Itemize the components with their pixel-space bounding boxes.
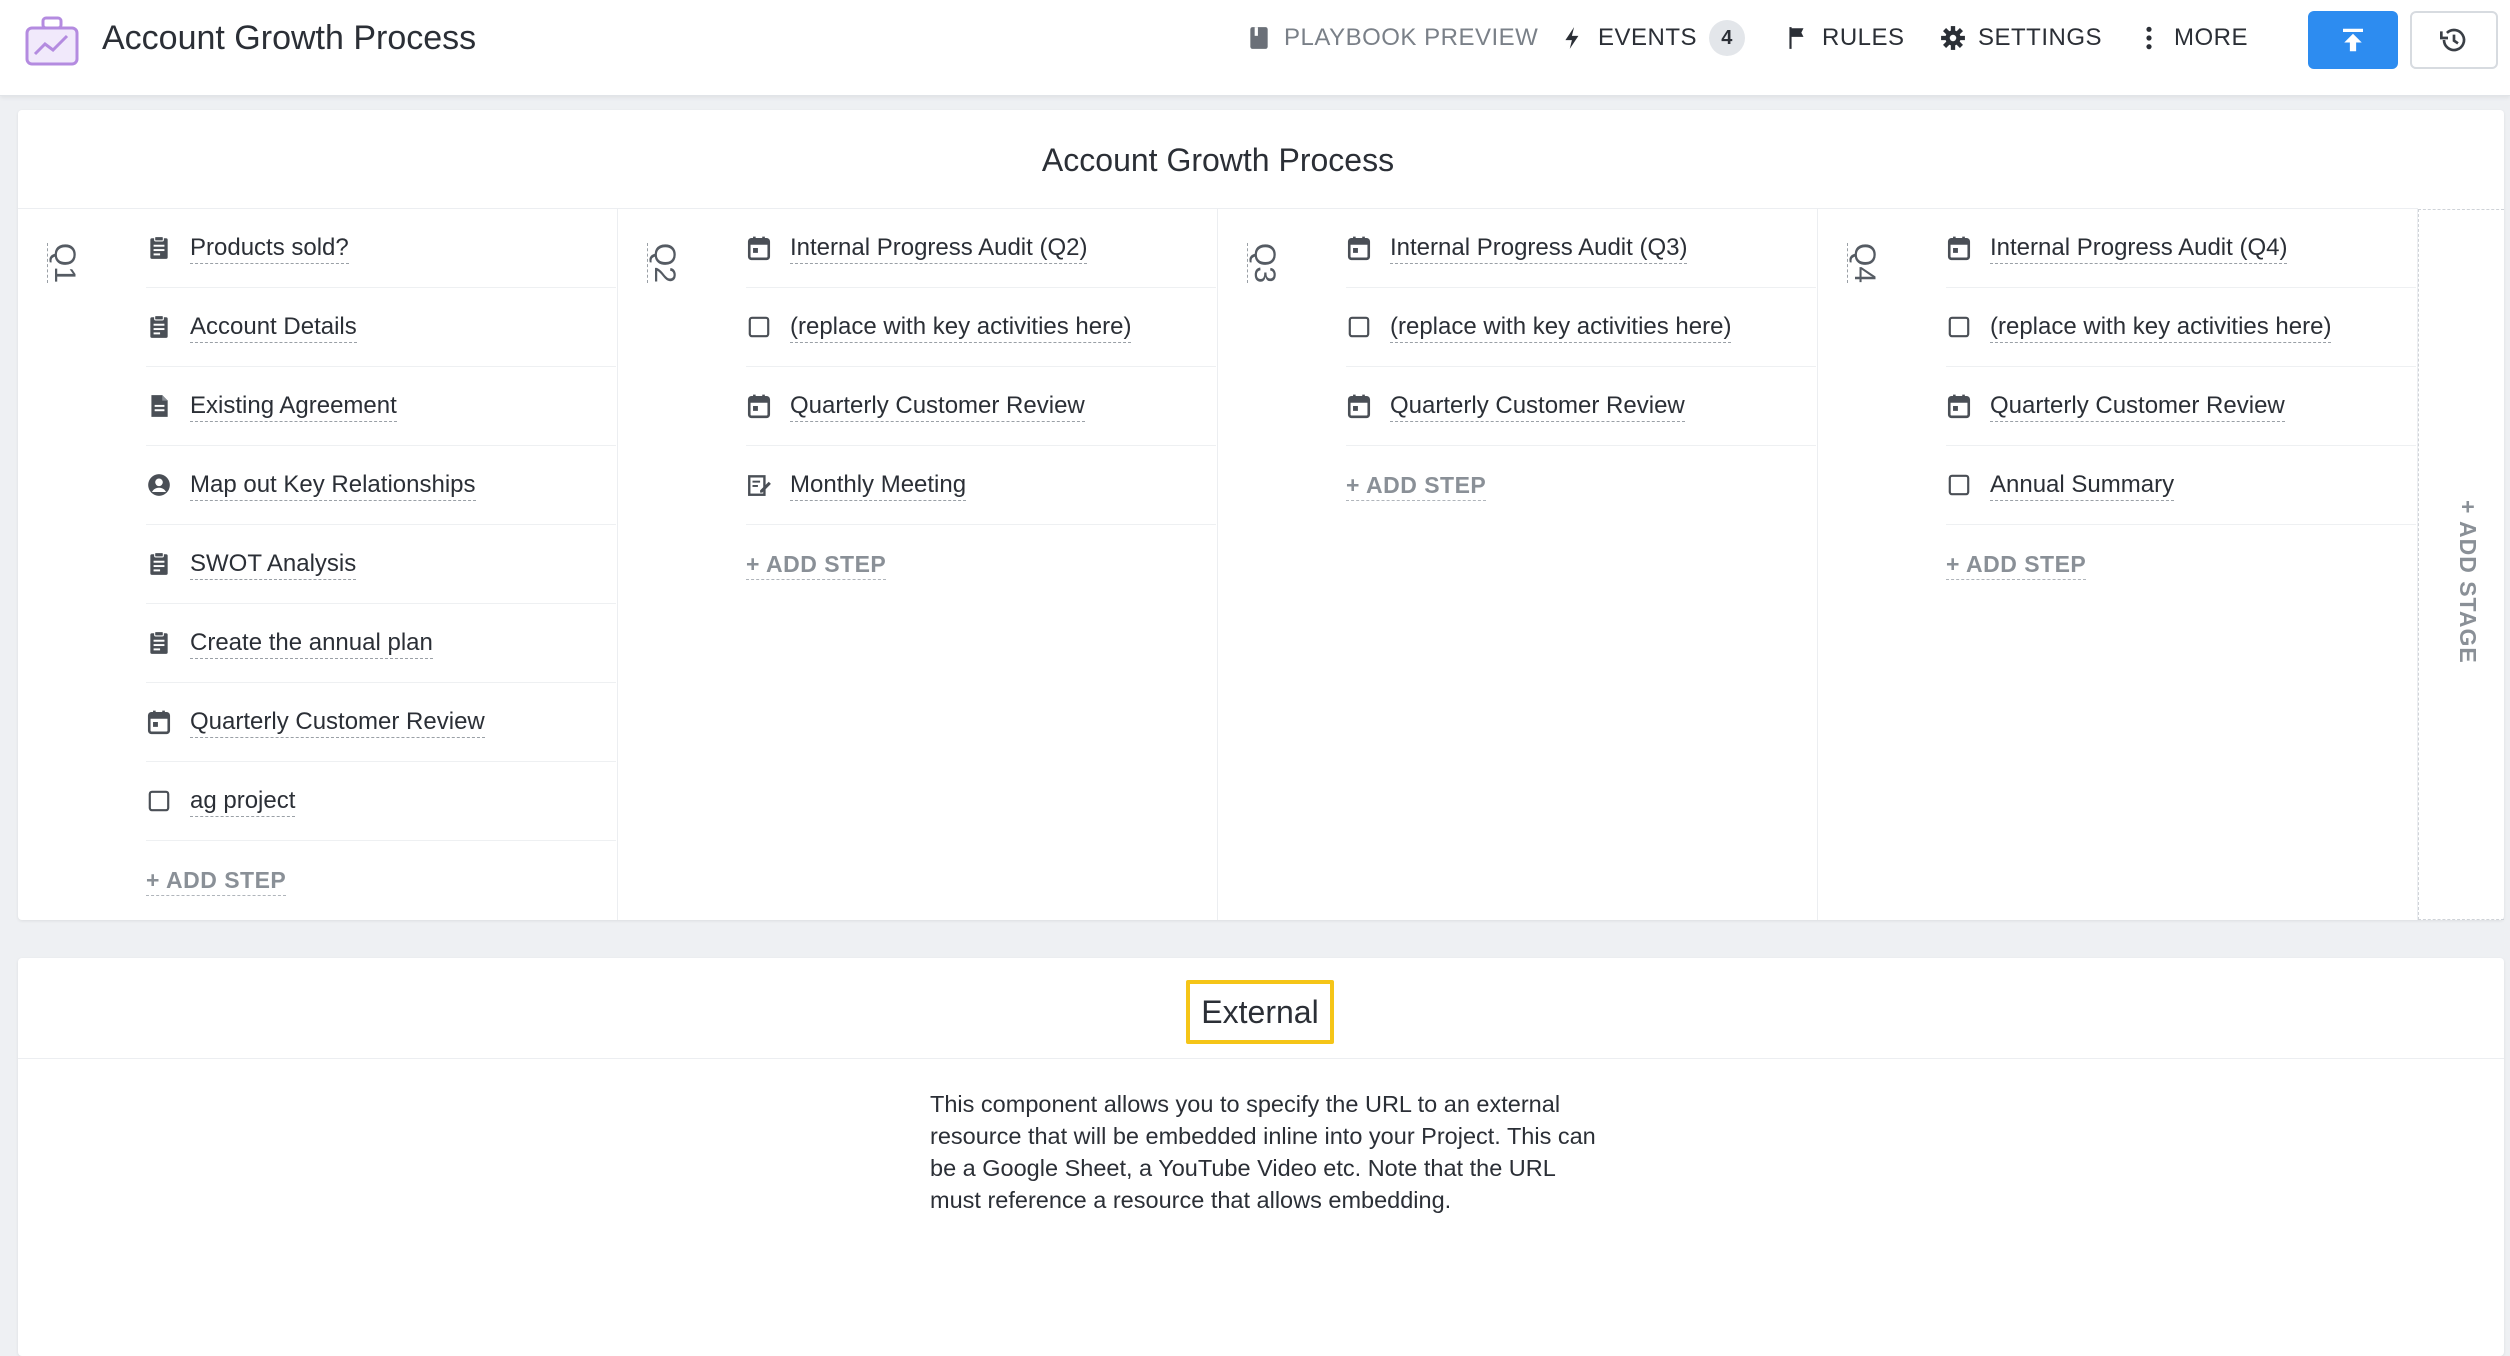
step-label: Products sold? [190, 233, 349, 264]
publish-button[interactable] [2308, 11, 2398, 69]
stage-label[interactable]: Q4 [1848, 243, 1881, 284]
playbook-preview-button[interactable] [1246, 18, 1538, 58]
form-icon [146, 235, 172, 261]
history-icon [2438, 24, 2470, 56]
checkbox-icon [1946, 314, 1972, 340]
playbook-preview-label: PLAYBOOK PREVIEW [1284, 24, 1539, 51]
calendar-icon [1946, 393, 1972, 419]
step-item[interactable] [146, 209, 616, 288]
step-label: Internal Progress Audit (Q4) [1990, 233, 2287, 264]
add-step-button[interactable] [1946, 525, 2086, 604]
step-label: Existing Agreement [190, 391, 397, 422]
stage-label[interactable]: Q2 [648, 243, 681, 284]
step-label: (replace with key activities here) [1990, 312, 2331, 343]
step-label: (replace with key activities here) [790, 312, 1131, 343]
step-label: ag project [190, 786, 295, 817]
events-count-badge: 4 [1709, 20, 1745, 56]
step-label: Quarterly Customer Review [1990, 391, 2285, 422]
external-component [18, 958, 2504, 1356]
add-step-button[interactable] [746, 525, 886, 604]
document-icon [146, 393, 172, 419]
step-label: Quarterly Customer Review [790, 391, 1085, 422]
step-item[interactable] [1946, 446, 2416, 525]
add-step-label: + ADD STEP [1946, 549, 2086, 580]
step-item[interactable] [146, 446, 616, 525]
rules-button[interactable] [1784, 18, 1905, 58]
add-stage-button[interactable] [2418, 209, 2504, 920]
step-item[interactable] [1346, 288, 1816, 367]
calendar-icon [1346, 235, 1372, 261]
calendar-icon [1946, 235, 1972, 261]
step-label: Create the annual plan [190, 628, 433, 659]
flag-icon [1784, 25, 1810, 51]
step-label: SWOT Analysis [190, 549, 356, 580]
step-label: Annual Summary [1990, 470, 2174, 501]
stage-column-q1 [18, 209, 618, 920]
calendar-icon [746, 235, 772, 261]
add-step-label: + ADD STEP [1346, 470, 1486, 501]
stage-column-q2 [618, 209, 1218, 920]
app-title: Account Growth Process [102, 19, 477, 57]
settings-button[interactable] [1940, 18, 2102, 58]
gear-icon [1940, 25, 1966, 51]
step-item[interactable] [146, 367, 616, 446]
step-item[interactable] [146, 288, 616, 367]
note-edit-icon [746, 472, 772, 498]
stage-column-q4 [1818, 209, 2418, 920]
calendar-icon [146, 709, 172, 735]
person-icon [146, 472, 172, 498]
lightning-icon [1560, 25, 1586, 51]
stage-column-q3 [1218, 209, 1818, 920]
events-label: EVENTS [1598, 24, 1698, 51]
step-label: Quarterly Customer Review [1390, 391, 1685, 422]
add-step-button[interactable] [146, 841, 286, 920]
step-item[interactable] [746, 288, 1216, 367]
step-item[interactable] [146, 525, 616, 604]
more-button[interactable] [2136, 18, 2248, 58]
rules-label: RULES [1822, 24, 1905, 51]
playbook-board [18, 110, 2504, 920]
step-item[interactable] [746, 446, 1216, 525]
add-step-label: + ADD STEP [746, 549, 886, 580]
step-item[interactable] [746, 209, 1216, 288]
divider [18, 1058, 2504, 1059]
step-item[interactable] [1946, 367, 2416, 446]
calendar-icon [1346, 393, 1372, 419]
briefcase-chart-icon [24, 14, 80, 68]
step-label: Internal Progress Audit (Q2) [790, 233, 1087, 264]
step-label: Internal Progress Audit (Q3) [1390, 233, 1687, 264]
board-title: Account Growth Process [1041, 141, 1395, 178]
upload-icon [2338, 25, 2368, 55]
add-step-button[interactable] [1346, 446, 1486, 525]
step-label: (replace with key activities here) [1390, 312, 1731, 343]
step-item[interactable] [146, 762, 616, 841]
form-icon [146, 630, 172, 656]
step-label: Account Details [190, 312, 357, 343]
step-item[interactable] [1346, 367, 1816, 446]
stage-label[interactable]: Q3 [1248, 243, 1281, 284]
step-item[interactable] [746, 367, 1216, 446]
step-item[interactable] [146, 604, 616, 683]
step-item[interactable] [146, 683, 616, 762]
stage-label[interactable]: Q1 [48, 243, 81, 284]
step-item[interactable] [1946, 209, 2416, 288]
checkbox-icon [1346, 314, 1372, 340]
external-description: This component allows you to specify the URL to an external resource that will be embedded inline into your Project. This can be a Google Sheet, a YouTube Video etc. Note that the URL must reference a resource that allows embedding. [930, 1091, 1596, 1213]
top-bar [0, 0, 2510, 96]
step-label: Monthly Meeting [790, 470, 966, 501]
add-stage-label: + ADD STAGE [2455, 500, 2481, 664]
checkbox-icon [1946, 472, 1972, 498]
more-label: MORE [2174, 24, 2248, 51]
more-vertical-icon [2136, 25, 2162, 51]
settings-label: SETTINGS [1978, 24, 2103, 51]
checkbox-icon [746, 314, 772, 340]
checkbox-icon [146, 788, 172, 814]
external-title[interactable]: External [1186, 980, 1334, 1044]
add-step-label: + ADD STEP [146, 865, 286, 896]
events-button[interactable] [1560, 18, 1745, 58]
book-icon [1246, 25, 1272, 51]
step-item[interactable] [1946, 288, 2416, 367]
step-item[interactable] [1346, 209, 1816, 288]
form-icon [146, 314, 172, 340]
step-label: Quarterly Customer Review [190, 707, 485, 738]
history-button[interactable] [2410, 11, 2498, 69]
form-icon [146, 551, 172, 577]
calendar-icon [746, 393, 772, 419]
step-label: Map out Key Relationships [190, 470, 476, 501]
